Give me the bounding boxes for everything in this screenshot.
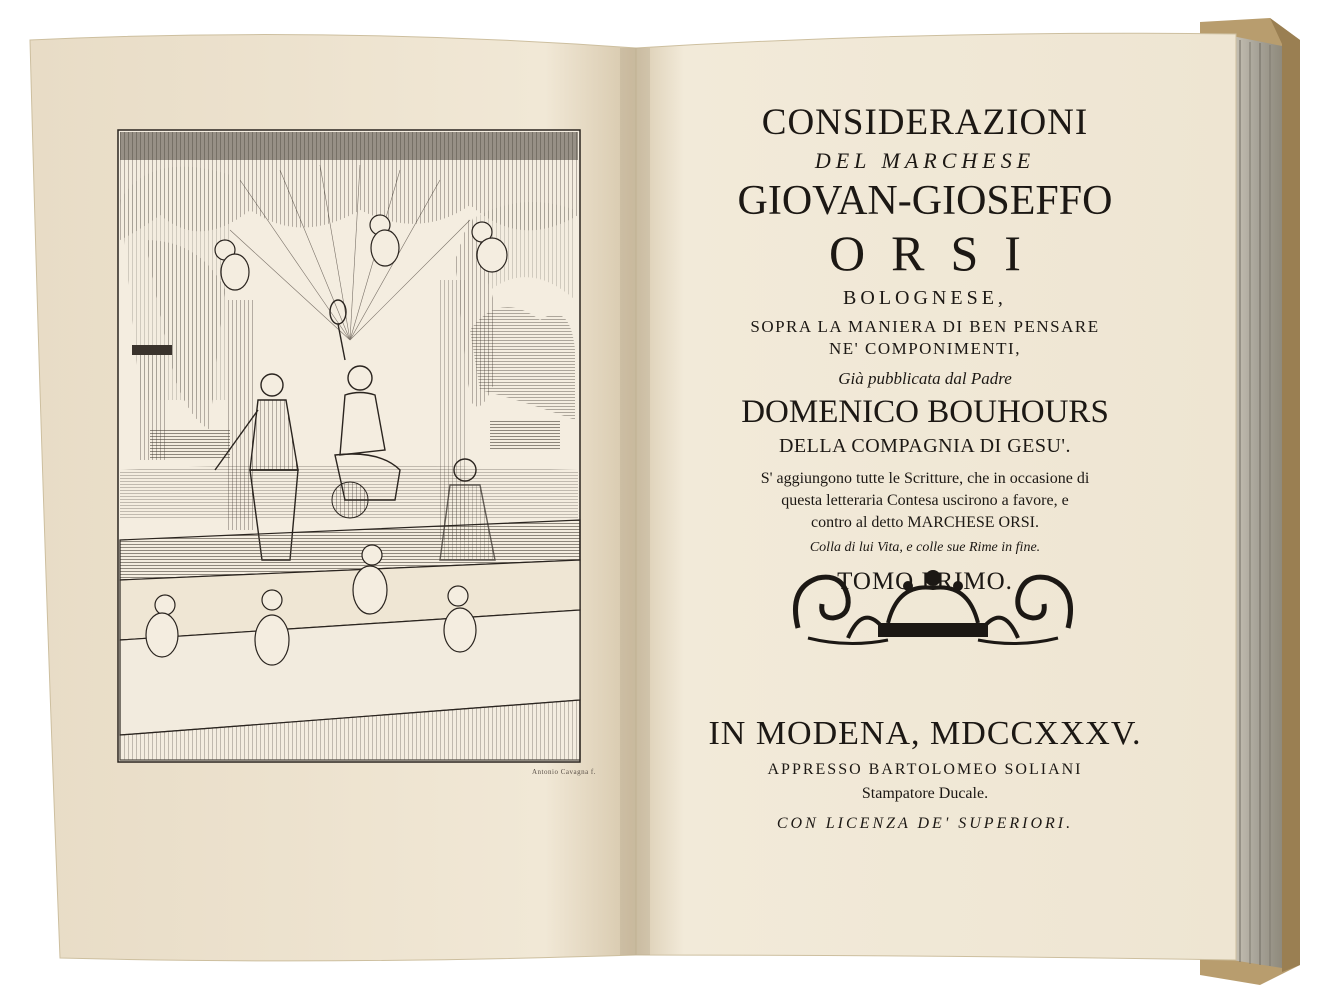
engraver-signature: Antonio Cavagna f.: [532, 768, 597, 776]
frontispiece-engraving: [118, 130, 580, 762]
license-line: CON LICENZA DE' SUPERIORI.: [776, 815, 1074, 832]
volume-label: TOMO PRIMO.: [837, 568, 1013, 595]
additions-line-1: S' aggiungono tutte le Scritture, che in occasione di: [760, 470, 1090, 487]
title-page-text: [646, 100, 1204, 839]
printer-name: APPRESSO BARTOLOMEO SOLIANI: [767, 761, 1083, 778]
author-surname: ORSI: [829, 225, 1047, 281]
life-and-rhymes-line: Colla di lui Vita, e colle sue Rime in fine.: [809, 540, 1041, 555]
subject-line-1: SOPRA LA MANIERA DI BEN PENSARE: [750, 317, 1100, 336]
society-of-jesus-line: DELLA COMPAGNIA DI GESU'.: [778, 435, 1072, 457]
title-line: CONSIDERAZIONI: [761, 102, 1089, 143]
additions-line-2: questa letteraria Contesa uscirono a favore, e: [781, 492, 1069, 509]
printer-title: Stampatore Ducale.: [861, 785, 989, 802]
additions-line-3: contro al detto MARCHESE ORSI.: [811, 514, 1039, 531]
author-prefix: DEL MARCHESE: [814, 148, 1036, 173]
author-origin: BOLOGNESE,: [843, 287, 1007, 309]
author-given-name: GIOVAN-GIOSEFFO: [737, 178, 1113, 224]
imprint-place-year: IN MODENA, MDCCXXXV.: [708, 715, 1142, 752]
subject-line-2: NE' COMPONIMENTI,: [829, 339, 1021, 358]
bouhours-name: DOMENICO BOUHOURS: [741, 394, 1109, 430]
published-by-line: Già pubblicata dal Padre: [838, 369, 1012, 388]
page-edges: [1232, 36, 1282, 968]
